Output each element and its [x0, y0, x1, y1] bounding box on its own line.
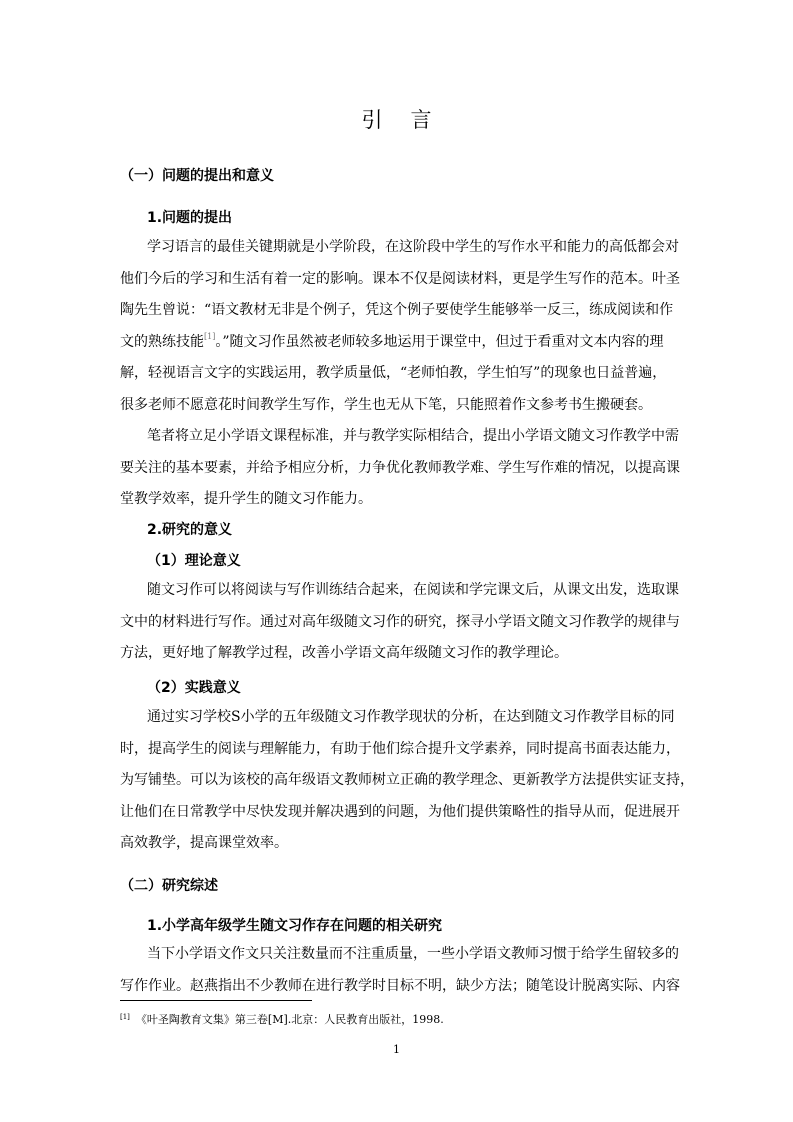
- paragraph-line: 文中的材料进行写作。通过对高年级随文习作的研究，探寻小学语文随文习作教学的规律与: [120, 613, 680, 630]
- paragraph-line: 当下小学语文作文只关注数量而不注重质量，一些小学语文教师习惯于给学生留较多的: [147, 946, 679, 962]
- section-heading-2: （二）研究综述: [120, 878, 218, 894]
- paragraph-line: 很多老师不愿意花时间教学生写作，学生也无从下笔，只能照着作文参考书生搬硬套。: [120, 396, 652, 413]
- paragraph-5: [120, 939, 680, 1002]
- footnote-divider: [120, 1000, 312, 1001]
- paragraph-line: 解，轻视语言文字的实践运用，教学质量低，“老师怕教，学生怕写”的现象也日益普遍，: [120, 365, 667, 381]
- paragraph-line: 随文习作可以将阅读与写作训练结合起来，在阅读和学完课文后，从课文出发，选取课: [147, 582, 679, 598]
- paragraph-line-with-citation: [120, 327, 675, 359]
- paragraph-4: [120, 702, 694, 860]
- paragraph-line: 笔者将立足小学语文课程标准，并与教学实际相结合，提出小学语文随文习作教学中需: [147, 428, 679, 444]
- page-title: 引言: [361, 108, 460, 132]
- paragraph-line: 学习语言的最佳关键期就是小学阶段，在这阶段中学生的写作水平和能力的高低都会对: [147, 239, 679, 255]
- paragraph-3: [120, 575, 680, 670]
- paragraph-line: 他们今后的学习和生活有着一定的影响。课本不仅是阅读材料，更是学生写作的范本。叶圣: [120, 270, 680, 287]
- footnote-text: 《叶圣陶教育文集》第三卷[M].北京：人民教育出版社，1998.: [135, 1013, 444, 1026]
- paragraph-2: [120, 421, 680, 516]
- footnote-mark: [1]: [120, 1013, 130, 1021]
- paragraph-line: 让他们在日常教学中尽快发现并解决遇到的问题，为他们提供策略性的指导从而，促进展开: [120, 803, 680, 820]
- subsubsection-heading-practice: （2）实践意义: [147, 680, 241, 696]
- paragraph-line: 陶先生曾说：“语文教材无非是个例子，凭这个例子要使学生能够举一反三，练成阅读和作: [120, 302, 674, 318]
- section-heading-1: （一）问题的提出和意义: [120, 168, 274, 184]
- subsubsection-heading-theory: （1）理论意义: [147, 553, 241, 569]
- page-number: 1: [393, 1043, 400, 1056]
- subsection-heading-problem: 1.问题的提出: [147, 210, 233, 226]
- footnote: [120, 1011, 444, 1027]
- paragraph-line: 时，提高学生的阅读与理解能力，有助于他们综合提升文学素养，同时提高书面表达能力，: [120, 740, 680, 757]
- paragraph-line: 通过实习学校S小学的五年级随文习作教学现状的分析，在达到随文习作教学目标的同: [147, 709, 675, 725]
- paragraph-line: 堂教学效率，提升学生的随文习作能力。: [120, 491, 372, 507]
- paragraph-line: 要关注的基本要素，并给予相应分析，力争优化教师教学难、学生写作难的情况，以提高课: [120, 459, 680, 476]
- paragraph-line: 高效教学，提高课堂效率。: [120, 835, 288, 851]
- paragraph-line: 方法，更好地了解教学过程，改善小学语文高年级随文习作的教学理论。: [120, 645, 568, 661]
- citation-ref[interactable]: [1]: [204, 331, 216, 341]
- paragraph-line: 写作作业。赵燕指出不少教师在进行教学时目标不明，缺少方法；随笔设计脱离实际、内容: [120, 977, 680, 994]
- subsection-heading-significance: 2.研究的意义: [147, 522, 233, 538]
- subsection-heading-review: 1.小学高年级学生随文习作存在问题的相关研究: [147, 918, 443, 934]
- paragraph-line: 为写铺垫。可以为该校的高年级语文教师树立正确的教学理念、更新教学方法提供实证支持，: [120, 772, 694, 788]
- text-run: 文的熟练技能: [120, 333, 204, 350]
- paragraph-1: [120, 232, 680, 421]
- text-run: 。”随文习作虽然被老师较多地运用于课堂中，但过于看重对文本内容的理: [215, 333, 664, 350]
